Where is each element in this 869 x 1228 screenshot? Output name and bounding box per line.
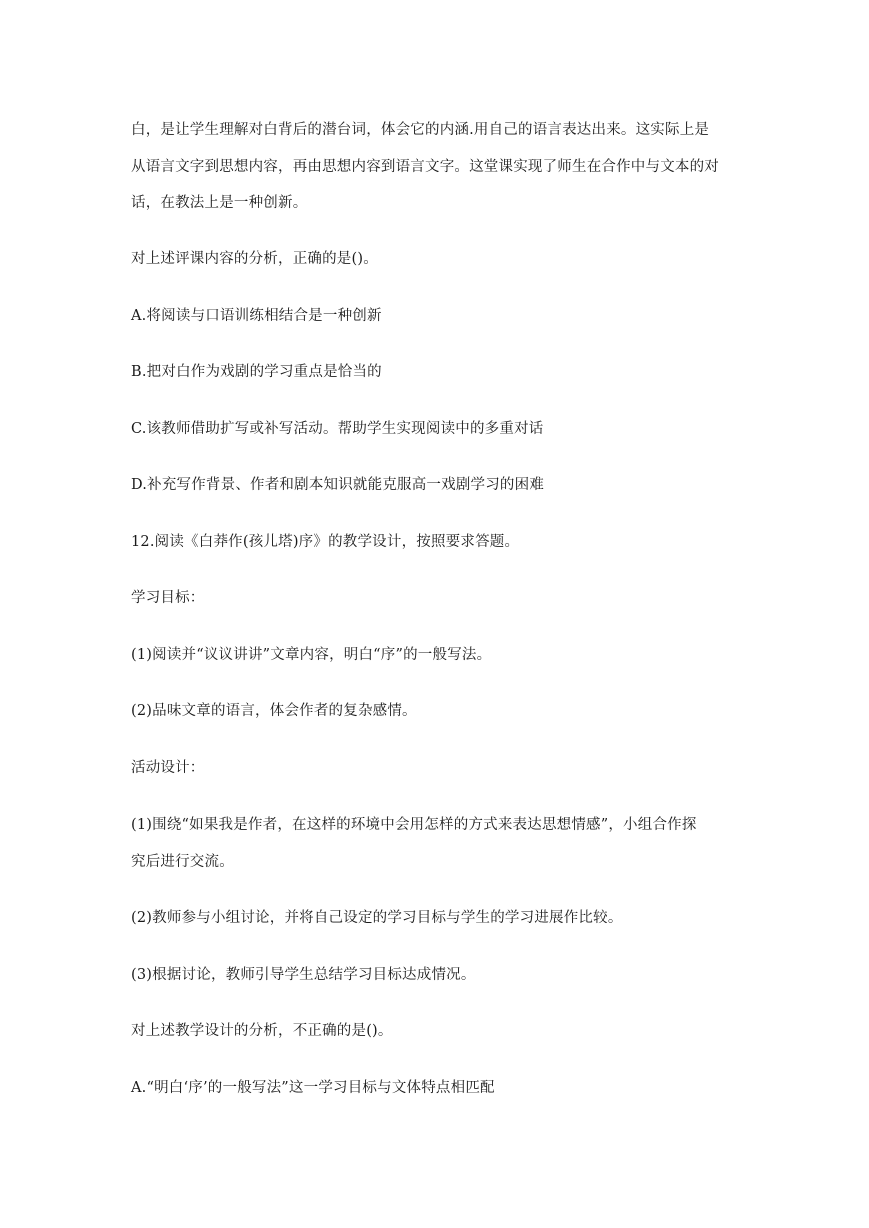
option-a: A.将阅读与口语训练相结合是一种创新 (131, 308, 382, 324)
text-line: (3)根据讨论，教师引导学生总结学习目标达成情况。 (131, 967, 476, 983)
section-heading: 学习目标： (131, 590, 205, 606)
option-c: C.该教师借助扩写或补写活动。帮助学生实现阅读中的多重对话 (131, 421, 544, 437)
text-line: (2)品味文章的语言，体会作者的复杂感情。 (131, 703, 417, 719)
text-line: (2)教师参与小组讨论，并将自己设定的学习目标与学生的学习进展作比较。 (131, 910, 623, 926)
section-heading: 活动设计： (131, 760, 205, 776)
question-stem: 对上述教学设计的分析，不正确的是()。 (131, 1023, 393, 1039)
option-b: B.把对白作为戏剧的学习重点是恰当的 (131, 364, 382, 380)
text-line: (1)阅读并“议议讲讲”文章内容，明白“序”的一般写法。 (131, 647, 492, 663)
option-d: D.补充写作背景、作者和剧本知识就能克服高一戏剧学习的困难 (131, 477, 545, 493)
text-line: 究后进行交流。 (131, 854, 234, 870)
option-a: A.“明白‘序’的一般写法”这一学习目标与文体特点相匹配 (131, 1080, 495, 1096)
text-line: 从语言文字到思想内容，再由思想内容到语言文字。这堂课实现了师生在合作中与文本的对 (131, 159, 719, 175)
text-line: (1)围绕“如果我是作者，在这样的环境中会用怎样的方式来表达思想情感”，小组合作探 (131, 817, 697, 833)
question-stem: 对上述评课内容的分析，正确的是()。 (131, 251, 378, 267)
text-line: 话，在教法上是一种创新。 (131, 195, 308, 211)
text-line: 白，是让学生理解对白背后的潜台词，体会它的内涵.用自己的语言表达出来。这实际上是 (131, 122, 710, 138)
question-title: 12.阅读《白莽作(孩儿塔)序》的教学设计，按照要求答题。 (131, 534, 520, 550)
